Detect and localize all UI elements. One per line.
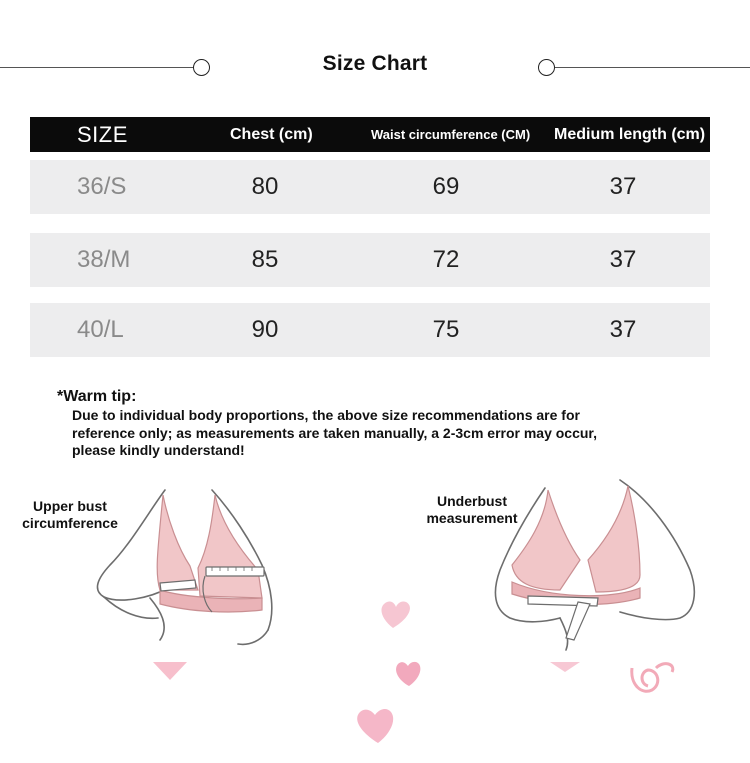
cell-size: 38/M bbox=[77, 246, 131, 273]
cell-waist: 69 bbox=[432, 173, 460, 200]
ribbon-icon bbox=[632, 664, 673, 692]
column-header-chest: Chest (cm) bbox=[230, 126, 313, 143]
underbust-tape bbox=[528, 596, 598, 640]
heart-icon bbox=[381, 601, 409, 628]
warm-tip-title: *Warm tip: bbox=[57, 388, 137, 405]
cell-waist: 72 bbox=[432, 246, 460, 273]
cell-length: 37 bbox=[609, 173, 637, 200]
column-header-waist: Waist circumference (CM) bbox=[371, 127, 531, 142]
heart-icon bbox=[396, 662, 420, 686]
cell-waist: 75 bbox=[432, 316, 460, 343]
cell-size: 40/L bbox=[77, 316, 124, 343]
cell-chest: 85 bbox=[251, 246, 279, 273]
cell-size: 36/S bbox=[77, 173, 127, 200]
cell-chest: 80 bbox=[251, 173, 279, 200]
warm-tip-body: Due to individual body proportions, the above size recommendations are for reference only; as measurements are taken manually, a 2-3cm error may occur, please kindly understand! bbox=[72, 407, 597, 458]
cell-length: 37 bbox=[609, 316, 637, 343]
heart-icon bbox=[153, 662, 187, 680]
upper-bust-bra bbox=[157, 495, 262, 612]
upper-bust-label: Upper bust circumference bbox=[22, 498, 118, 531]
cell-chest: 90 bbox=[251, 316, 279, 343]
column-header-size: SIZE bbox=[77, 122, 128, 147]
page-title: Size Chart bbox=[322, 52, 428, 75]
column-header-length: Medium length (cm) bbox=[554, 126, 706, 143]
underbust-label: Underbust measurement bbox=[426, 493, 518, 526]
cell-length: 37 bbox=[609, 246, 637, 273]
heart-icon bbox=[550, 662, 580, 672]
heart-icon bbox=[357, 709, 393, 743]
underbust-bra bbox=[512, 486, 640, 604]
